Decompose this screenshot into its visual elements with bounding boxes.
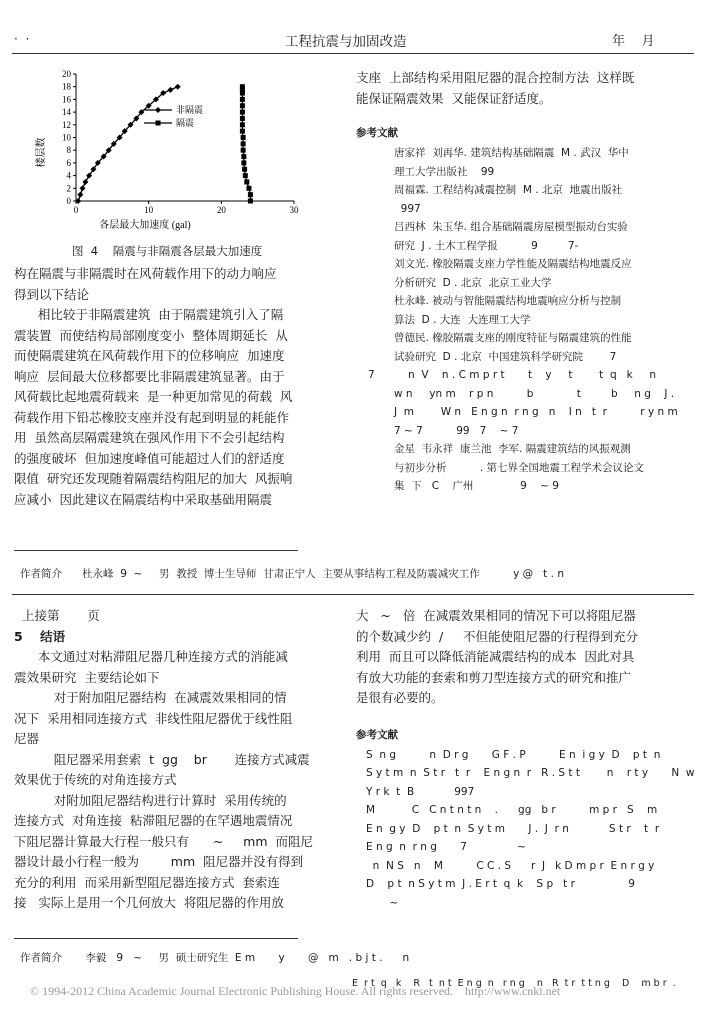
x-axis-label: 各层最大加速度 (gal) [99, 220, 191, 231]
chart-plot-area [75, 84, 253, 204]
text-line: 有放大功能的套索和剪刀型连接方式的研究和推广 [356, 669, 632, 685]
data-point [242, 167, 247, 172]
reference-line: 算法 D . 大连 大连理工大学 [394, 313, 531, 326]
text-line: 限值 研究还发现随着隔震结构阻尼的加大 风振响 [14, 471, 293, 486]
text-line: 尼器 [14, 731, 40, 746]
legend-marker [155, 107, 161, 113]
section-heading: 5 结语 [14, 628, 66, 644]
text-line: 应减小 因此建议在隔震结构中采取基础用隔震 [14, 491, 272, 507]
data-point [248, 192, 253, 197]
x-tick-label: 10 [144, 205, 154, 215]
bottom-small-text: E r t q k R t n t E n g n r n g n R t r t t n g D m b r . [352, 978, 676, 989]
text-line: 用 虽然高层隔震建筑在强风作用下不会引起结构 [14, 430, 285, 445]
data-point [77, 192, 83, 198]
author-rule [14, 938, 298, 939]
reference-line: E n g y D p t n S y t m J . J r n S t r t r [366, 822, 660, 835]
reference-line: M C C n t n t n . gg b r m p r S m [366, 804, 658, 816]
data-point [240, 103, 245, 108]
chart-axes [34, 69, 299, 231]
text-line: 本文通过对粘滞阻尼器几种连接方式的消能减 [14, 649, 288, 664]
text-line: 下阻尼器计算最大行程一般只有 ~ mm 而阻尼 [14, 833, 313, 849]
text-line: 接 实际上是用一个几何放大 将阻尼器的作用放 [14, 895, 284, 910]
y-tick-label: 8 [66, 145, 71, 156]
right-top-column [356, 68, 696, 496]
text-line: 得到以下结论 [14, 286, 90, 302]
x-tick-label: 20 [216, 205, 226, 215]
x-tick-label: 30 [289, 205, 299, 215]
references-heading: 参考文献 [356, 127, 398, 139]
author-note: 作者简介 李毅 9 ~ 男 硕士研究生 E m y @ m . b j t . n [20, 952, 410, 964]
author-rule [14, 550, 298, 551]
reference-line: 研究 J . 土木工程学报 9 7- [394, 239, 579, 252]
text-line: 上接第 页 [14, 608, 100, 623]
y-tick-label: 0 [66, 196, 71, 206]
data-point [175, 84, 181, 90]
data-point [241, 154, 246, 159]
reference-line: 7 n V n . C m p r t t y t t q k n [368, 369, 657, 381]
text-line: 能保证隔震效果 又能保证舒适度。 [356, 90, 552, 106]
references-heading: 参考文献 [356, 728, 398, 741]
text-line: 大 ~ 倍 在减震效果相同的情况下可以将阻尼器 [356, 608, 636, 623]
text-line: 对附加阻尼器结构进行计算时 采用传统的 [14, 792, 287, 808]
page-header [0, 28, 706, 52]
header-dots: · · [14, 32, 30, 46]
data-point [241, 135, 246, 140]
journal-title: 工程抗震与加固改造 [285, 34, 407, 50]
reference-line: 唐家祥 刘再华. 建筑结构基础隔震 M . 武汉 华中 [394, 147, 629, 159]
text-line: 构在隔震与非隔震时在风荷载作用下的动力响应 [14, 266, 277, 281]
data-point [246, 186, 251, 191]
text-line: 是很有必要的。 [356, 690, 444, 705]
y-tick-label: 20 [62, 69, 71, 79]
data-point [241, 160, 246, 165]
text-line: 相比较于非隔震建筑 由于隔震建筑引入了隔 [14, 307, 284, 322]
reference-line: 7 ~ 7 99 7 ~ 7 [394, 424, 519, 437]
text-line: 况下 采用相同连接方式 非线性阻尼器优于线性阻 [14, 710, 293, 726]
data-point [82, 179, 88, 185]
acceleration-chart [14, 60, 314, 240]
y-tick-label: 2 [66, 183, 71, 194]
text-line: 对于附加阻尼器结构 在减震效果相同的情 [14, 690, 287, 705]
data-point [240, 110, 245, 115]
data-point [80, 185, 86, 191]
reference-line: 试验研究 D . 北京 中国建筑科学研究院 7 [394, 350, 617, 363]
text-line: 充分的利用 而采用新型阻尼器连接方式 套索连 [14, 874, 280, 890]
data-point [244, 179, 249, 184]
data-point [240, 97, 245, 102]
issue-date: 年 月 [612, 34, 655, 49]
reference-line: 金星 韦永祥 康兰池 李军. 隔震建筑结的风振观测 [394, 443, 631, 455]
text-line: 阻尼器采用套索 t gg br 连接方式减震 [14, 751, 310, 767]
legend-marker [156, 121, 161, 126]
left-top-column [14, 264, 344, 510]
series-line [78, 87, 178, 201]
reference-line: 与初步分析 . 第七界全国地震工程学术会议论文 [394, 461, 645, 474]
reference-line: n N S n M C C . S r J k D m p r E n r g y [366, 859, 655, 872]
section-divider [12, 594, 694, 595]
reference-line: 刘文光. 橡胶隔震支座力学性能及隔震结构地震反应 [394, 258, 632, 270]
y-tick-label: 16 [62, 94, 71, 105]
y-axis-label: 楼层数 [36, 137, 47, 168]
reference-line: w n yn m r p n b t b n g J . [394, 387, 675, 400]
reference-line: ~ [366, 896, 399, 909]
data-point [167, 87, 173, 93]
y-tick-label: 10 [62, 132, 71, 143]
left-bottom-column [14, 606, 344, 914]
author-note: 作者简介 杜永峰 9 ~ 男 教授 博士生导师 甘肃正宁人 主要从事结构工程及防震减灾工作 y @ t . n [20, 568, 564, 580]
text-line: 器设计最小行程一般为 mm 阻尼器并没有得到 [14, 854, 304, 869]
text-line: 利用 而且可以降低消能减震结构的成本 因此对具 [356, 649, 635, 664]
data-point [243, 173, 248, 178]
data-point [240, 116, 245, 121]
x-tick-label: 0 [73, 205, 79, 215]
text-line: 风荷载比起地震荷载来 是一种更加常见的荷载 风 [14, 389, 293, 404]
reference-list [356, 144, 696, 496]
reference-line: 集 下 C 广州 9 ~ 9 [394, 480, 559, 492]
header-rule [12, 53, 694, 54]
text-line: 震效果研究 主要结论如下 [14, 669, 160, 685]
y-tick-label: 14 [62, 107, 71, 118]
reference-line: Y r k t B 997 [366, 785, 475, 798]
chart-legend [144, 104, 203, 128]
reference-line: D p t n S y t m J . E r t q k S p t r 9 [366, 878, 635, 890]
text-line: 震装置 而使结构局部刚度变小 整体周期延长 从 [14, 327, 288, 343]
reference-line: S n g n D r g G F . P E n i g y D p t n [366, 748, 661, 761]
legend-label: 隔震 [176, 118, 195, 128]
figure-caption: 图 4 隔震与非隔震各层最大加速度 [72, 244, 263, 258]
y-tick-label: 12 [62, 119, 71, 130]
y-tick-label: 18 [62, 81, 71, 92]
right-bottom-column [356, 606, 696, 912]
reference-line: 理工大学出版社 99 [394, 165, 495, 178]
reference-line: E n g n r n g 7 ~ [366, 841, 526, 853]
reference-line: 杜永峰. 被动与智能隔震结构地震响应分析与控制 [394, 295, 622, 307]
text-line: 的强度破坏 但加速度峰值可能超过人们的舒适度 [14, 450, 285, 466]
reference-line: S y t m n S t r t r E n g n r R . S t t n r t y N w [366, 767, 695, 779]
data-point [241, 141, 246, 146]
reference-line: 周福霖. 工程结构减震控制 M . 北京 地震出版社 [394, 184, 623, 196]
text-line: 而使隔震建筑在风荷载作用下的位移响应 加速度 [14, 348, 285, 363]
text-line: 响应 层间最大位移都要比非隔震建筑显著。由于 [14, 368, 285, 384]
text-line: 荷载作用下铅芯橡胶支座并没有起到明显的耗能作 [14, 409, 290, 425]
reference-line: 分析研究 D . 北京 北京工业大学 [394, 276, 552, 289]
legend-label: 非隔震 [176, 105, 204, 115]
copyright-watermark: © 1994-2012 China Academic Journal Electronic Publishing House. All rights reserved. http://www.cnki.net [30, 984, 561, 998]
data-point [240, 84, 245, 89]
reference-line: 曾德民. 橡胶隔震支座的刚度特征与隔震建筑的性能 [394, 332, 632, 344]
reference-list [356, 746, 696, 913]
data-point [240, 129, 245, 134]
reference-line: 吕西林 朱玉华. 组合基础隔震房屋模型振动台实验 [394, 221, 628, 233]
y-tick-label: 4 [66, 170, 71, 181]
reference-line: 997 [394, 202, 421, 215]
text-line: 连接方式 对角连接 粘滞阻尼器的在罕遇地震情况 [14, 813, 293, 828]
y-tick-label: 6 [66, 157, 71, 168]
data-point [241, 148, 246, 153]
data-point [240, 122, 245, 127]
text-line: 效果优于传统的对角连接方式 [14, 772, 177, 787]
text-line: 支座 上部结构采用阻尼器的混合控制方法 这样既 [356, 70, 635, 85]
text-line: 的个数减少约 / 不但能使阻尼器的行程得到充分 [356, 628, 639, 644]
reference-line: J m W n E n g n r n g n I n t r r y n m [394, 406, 678, 418]
